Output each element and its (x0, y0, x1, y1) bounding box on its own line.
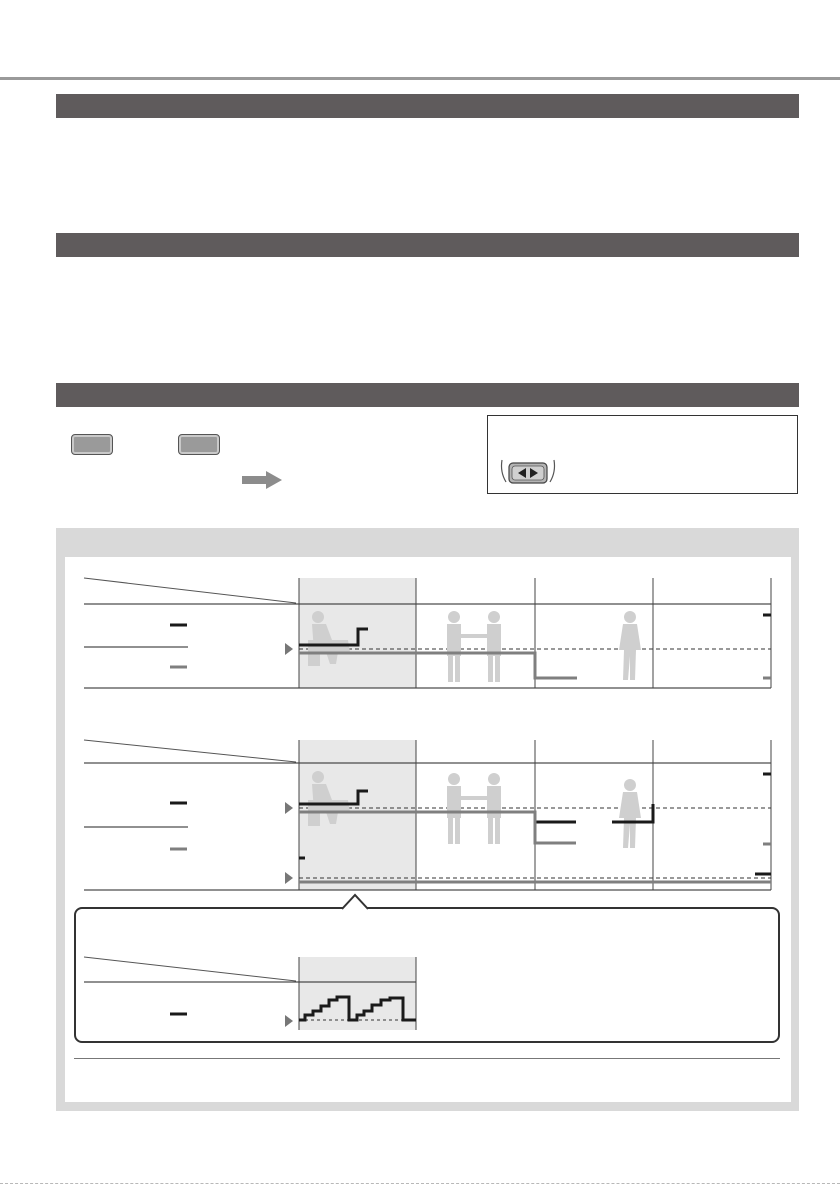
reference-marker (285, 1015, 293, 1027)
panel-divider (74, 1058, 780, 1059)
page-bottom-rule (0, 1183, 840, 1184)
